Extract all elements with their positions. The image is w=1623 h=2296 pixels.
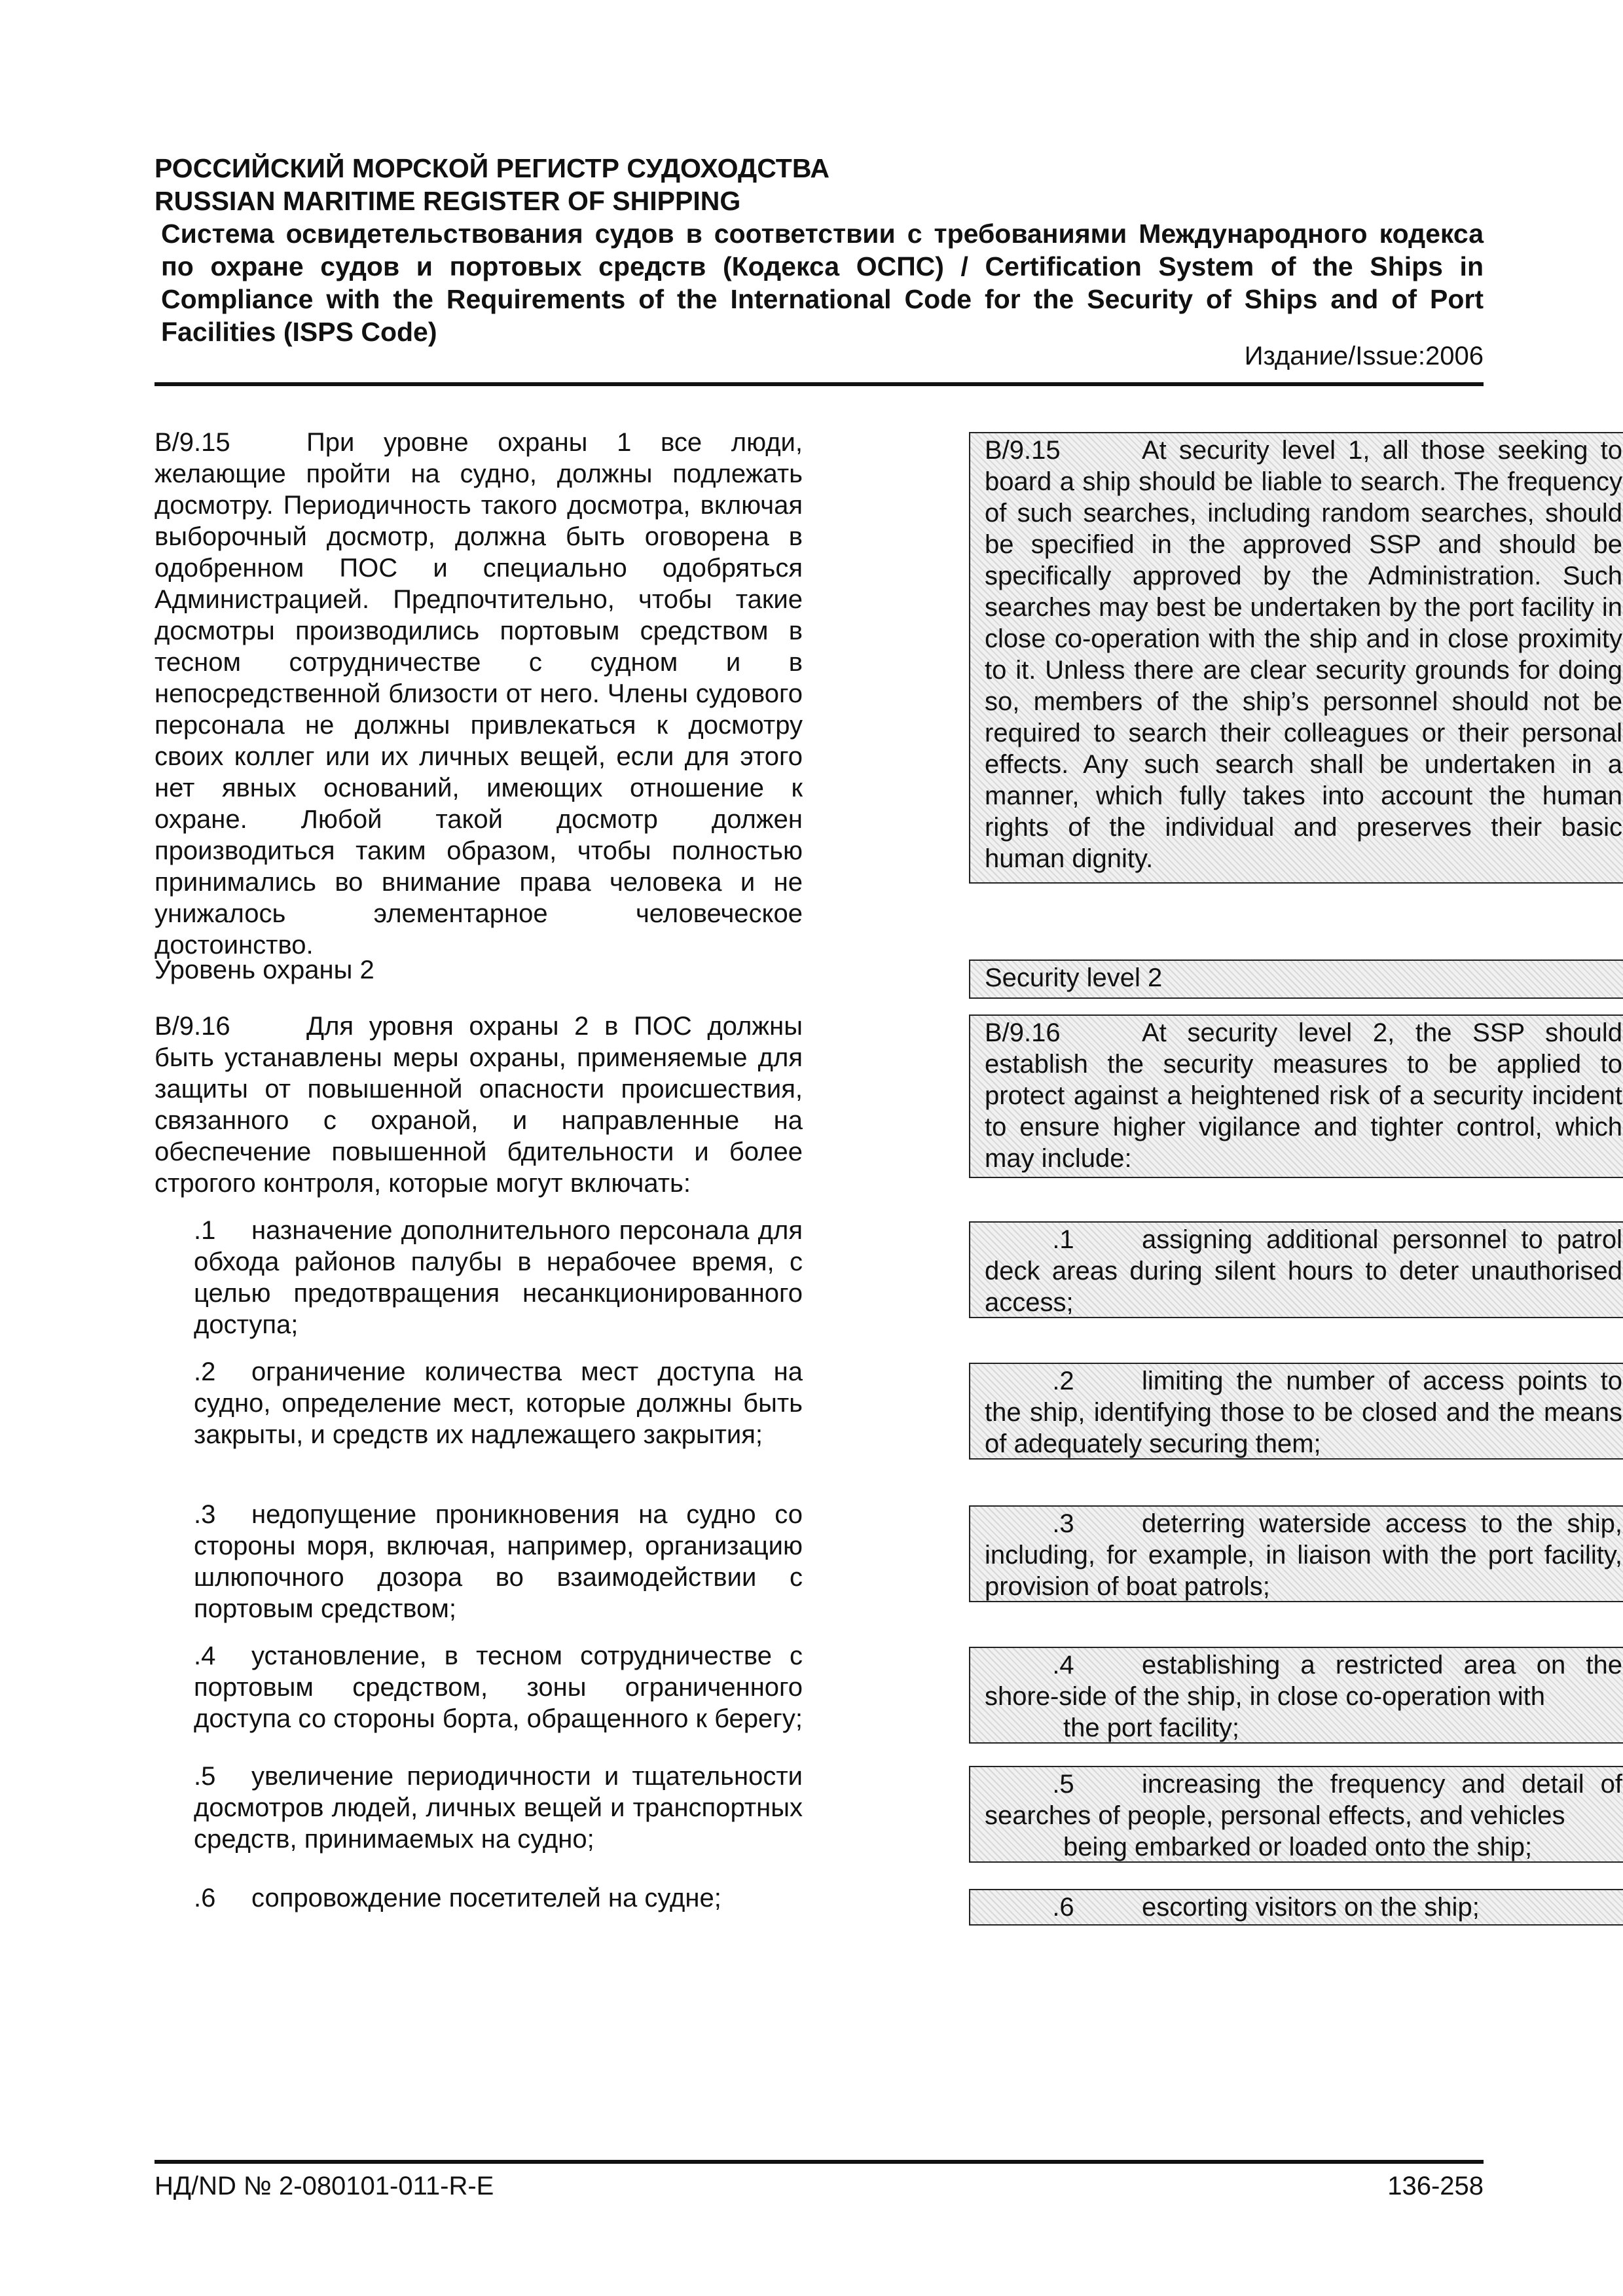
header-divider (155, 382, 1484, 386)
ru-heading: Уровень охраны 2 (155, 956, 374, 984)
ru-item (155, 1215, 803, 1340)
ru-paragraph-number: B/9.15 (155, 428, 230, 457)
ru-item-number: .1 (194, 1216, 216, 1245)
en-item-text-continued: being embarked or loaded onto the ship; (1063, 1833, 1533, 1861)
en-heading: Security level 2 (985, 963, 1163, 992)
en-item-box (969, 1363, 1623, 1460)
en-item-box (969, 1766, 1623, 1863)
en-item-text-continued: the port facility; (1063, 1713, 1240, 1742)
issue-label: Издание/Issue:2006 (1244, 342, 1484, 370)
page-header (155, 152, 1484, 348)
ru-item (155, 1882, 803, 1914)
en-item-box (969, 1647, 1623, 1744)
ru-item-text: ограничение количества мест доступа на судно, определение мест, которые должны быть закрыты, и средств их надлежащего закрытия; (194, 1357, 803, 1449)
en-item-number: .4 (1052, 1651, 1074, 1679)
org-name-ru: РОССИЙСКИЙ МОРСКОЙ РЕГИСТР СУДОХОДСТВА (155, 153, 830, 183)
ru-item-number: .6 (194, 1884, 216, 1912)
footer-divider (155, 2160, 1484, 2164)
en-item-number: .1 (1052, 1225, 1074, 1254)
en-paragraph-text: At security level 1, all those seeking to board a ship should be liable to search. The frequency of such searches, including random searches, should be specified in the approved SSP and should be specifically approved by the Administration. Such searches may best be undertaken by the port facility in close co-operation with the ship and in close proximity to it. Unless there are clear security grounds for doing so, members of the ship’s personnel should not be required to search their colleagues or their personal effects. Any such search shall be undertaken in a manner, which fully takes into account the human rights of the individual and preserves their basic human dignity. (985, 436, 1622, 873)
ru-item (155, 1761, 803, 1855)
ru-item-number: .3 (194, 1500, 216, 1529)
en-item-text: assigning additional personnel to patrol deck areas during silent hours to deter unauthorised access; (985, 1225, 1622, 1317)
ru-item (155, 1499, 803, 1624)
ru-item-text: назначение дополнительного персонала для обхода районов палубы в нерабочее время, с целью предотвращения несанкционированного доступа; (194, 1216, 803, 1339)
org-name-en: RUSSIAN MARITIME REGISTER OF SHIPPING (155, 186, 741, 216)
en-item-number: .2 (1052, 1367, 1074, 1395)
en-paragraph-number: B/9.15 (985, 436, 1061, 465)
en-item-box (969, 1889, 1623, 1926)
page-number: 136-258 (1387, 2172, 1484, 2200)
en-heading-box (969, 960, 1623, 999)
en-item-text: limiting the number of access points to the ship, identifying those to be closed and the means of adequately securing them; (985, 1367, 1622, 1458)
ru-item (155, 1640, 803, 1734)
en-item-number: .3 (1052, 1509, 1074, 1538)
ru-paragraph (155, 427, 803, 961)
en-paragraph-number: B/9.16 (985, 1018, 1061, 1047)
en-item-text: establishing a restricted area on the shore-side of the ship, in close co-operation with (985, 1651, 1622, 1711)
ru-paragraph-text: Для уровня охраны 2 в ПОС должны быть устанавлены меры охраны, применяемые для защиты от повышенной опасности происшествия, связанного с охраной, и направленные на обеспечение повышенной бдительности и более строгого контроля, которые могут включать: (155, 1012, 803, 1198)
en-item-box (969, 1505, 1623, 1602)
ru-item-text: увеличение периодичности и тщательности досмотров людей, личных вещей и транспортных средств, принимаемых на судно; (194, 1762, 803, 1854)
document-number: НД/ND № 2-080101-011-R-E (155, 2172, 494, 2200)
ru-paragraph-number: B/9.16 (155, 1012, 230, 1041)
en-item-text: escorting visitors on the ship; (1142, 1893, 1480, 1922)
en-paragraph-box (969, 1014, 1623, 1178)
ru-item (155, 1356, 803, 1450)
ru-item-text: сопровождение посетителей на судне; (251, 1884, 721, 1912)
document-title: Система освидетельствования судов в соответствии с требованиями Международного кодекса по охране судов и портовых средств (Кодекса ОСПС) / Certification System of the Ships in Compliance with the Requirements of the International Code for the Security of Ships and of Port Facilities (ISPS Code) (161, 219, 1484, 347)
ru-item-number: .5 (194, 1762, 216, 1791)
ru-item-number: .2 (194, 1357, 216, 1386)
ru-paragraph (155, 1011, 803, 1199)
en-item-text: increasing the frequency and detail of searches of people, personal effects, and vehicles (985, 1770, 1622, 1830)
ru-item-text: установление, в тесном сотрудничестве с портовым средством, зоны ограниченного доступа со стороны борта, обращенного к берегу; (194, 1641, 803, 1733)
ru-paragraph-text: При уровне охраны 1 все люди, желающие пройти на судно, должны подлежать досмотру. Периодичность такого досмотра, включая выборочный досмотр, должна быть оговорена в одобренном ПОС и специально одобряться Администрацией. Предпочтительно, чтобы такие досмотры производились портовым средством в тесном сотрудничестве с судном и в непосредственной близости от него. Члены судового персонала не должны привлекаться к досмотру своих коллег или их личных вещей, если для этого нет явных оснований, имеющих отношение к охране. Любой такой досмотр должен производиться таким образом, чтобы полностью принимались во внимание права человека и не унижалось элементарное человеческое достоинство. (155, 428, 803, 960)
en-item-number: .6 (1052, 1893, 1074, 1922)
page-footer (155, 2172, 1484, 2201)
en-item-box (969, 1221, 1623, 1318)
en-paragraph-text: At security level 2, the SSP should establish the security measures to be applied to protect against a heightened risk of a security incident to ensure higher vigilance and tighter control, which may include: (985, 1018, 1622, 1173)
en-paragraph-box (969, 432, 1623, 884)
en-item-number: .5 (1052, 1770, 1074, 1799)
en-item-text: deterring waterside access to the ship, including, for example, in liaison with the port facility, provision of boat patrols; (985, 1509, 1622, 1601)
ru-item-text: недопущение проникновения на судно со стороны моря, включая, например, организацию шлюпочного дозора во взаимодействии с портовым средством; (194, 1500, 803, 1623)
ru-item-number: .4 (194, 1641, 216, 1670)
